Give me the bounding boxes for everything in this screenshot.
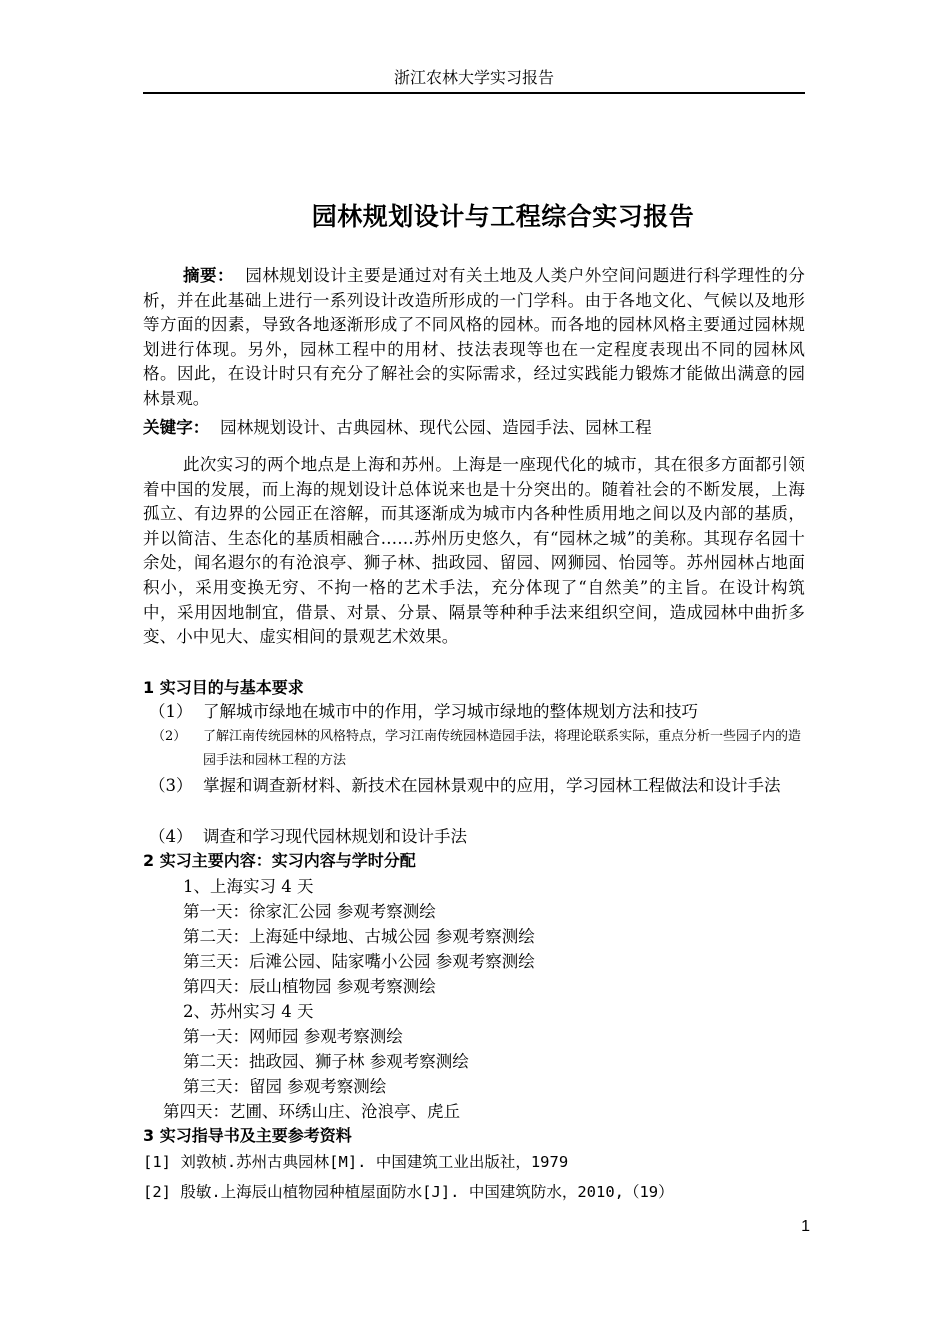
- requirement-item: [143, 725, 805, 773]
- page-header: 浙江农林大学实习报告: [393, 68, 554, 87]
- requirement-number: （2）: [152, 729, 187, 744]
- requirement-item: [143, 825, 805, 850]
- reference-item: [2] 殷敏.上海辰山植物园种植屋面防水[J]. 中国建筑防水，2010,（19）: [143, 1183, 674, 1201]
- keywords-line: [143, 416, 805, 441]
- requirement-number: （3）: [149, 776, 193, 795]
- page-number: 1: [801, 1218, 810, 1235]
- shanghai-heading: 1、上海实习 4 天: [183, 877, 314, 896]
- schedule-day: 第一天：网师园 参观考察测绘: [183, 1027, 403, 1046]
- schedule-day: 第四天：艺圃、环绣山庄、沧浪亭、虎丘: [163, 1102, 460, 1121]
- schedule-day: 第四天：辰山植物园 参观考察测绘: [183, 977, 436, 996]
- keywords-text: 园林规划设计、古典园林、现代公园、造园手法、园林工程: [220, 418, 652, 437]
- keywords-label: 关键字：: [143, 418, 210, 437]
- abstract-text: 园林规划设计主要是通过对有关土地及人类户外空间问题进行科学理性的分析，并在此基础上进行一系列设计改造所形成的一门学科。由于各地文化、气候以及地形等方面的因素，导致各地逐渐形成了不同风格的园林。而各地的园林风格主要通过园林规划进行体现。另外，园林工程中的用材、技法表现等也在一定程度表现出不同的园林风格。因此，在设计时只有充分了解社会的实际需求，经过实践能力锻炼才能做出满意的园林景观。: [143, 266, 805, 408]
- abstract-label: 摘要：: [183, 266, 234, 285]
- section-3-title: 3 实习指导书及主要参考资料: [143, 1126, 352, 1145]
- schedule-day: 第二天：拙政园、狮子林 参观考察测绘: [183, 1052, 469, 1071]
- document-title: 园林规划设计与工程综合实习报告: [311, 202, 695, 231]
- requirement-number: （4）: [149, 827, 193, 846]
- requirement-text: 了解城市绿地在城市中的作用，学习城市绿地的整体规划方法和技巧: [203, 702, 698, 721]
- requirement-item: [143, 774, 805, 799]
- schedule-day: 第三天：后滩公园、陆家嘴小公园 参观考察测绘: [183, 952, 535, 971]
- schedule-day: 第二天：上海延中绿地、古城公园 参观考察测绘: [183, 927, 535, 946]
- section-1-title: 1 实习目的与基本要求: [143, 678, 304, 697]
- header-divider: [143, 92, 805, 94]
- schedule-day: 第三天：留园 参观考察测绘: [183, 1077, 387, 1096]
- section-2-title: 2 实习主要内容：实习内容与学时分配: [143, 851, 416, 870]
- requirement-number: （1）: [149, 702, 193, 721]
- requirement-text: 了解江南传统园林的风格特点，学习江南传统园林造园手法，将理论联系实际，重点分析一些园子内的造园手法和园林工程的方法: [203, 729, 802, 768]
- requirement-item: [143, 700, 805, 725]
- abstract-paragraph: [143, 264, 805, 412]
- requirement-text: 掌握和调查新材料、新技术在园林景观中的应用，学习园林工程做法和设计手法: [203, 776, 781, 795]
- requirement-text: 调查和学习现代园林规划和设计手法: [203, 827, 467, 846]
- intro-paragraph: 此次实习的两个地点是上海和苏州。上海是一座现代化的城市，其在很多方面都引领着中国的发展，而上海的规划设计总体说来也是十分突出的。随着社会的不断发展，上海孤立、有边界的公园正在溶解，而其逐渐成为城市内各种性质用地之间以及内部的基质，并以简洁、生态化的基质相融合……苏州历史悠久，有“园林之城”的美称。其现存名园十余处，闻名遐尔的有沧浪亭、狮子林、拙政园、留园、网狮园、怡园等。苏州园林占地面积小，采用变换无穷、不拘一格的艺术手法，充分体现了“自然美”的主旨。在设计构筑中，采用因地制宜，借景、对景、分景、隔景等种种手法来组织空间，造成园林中曲折多变、小中见大、虚实相间的景观艺术效果。: [143, 455, 805, 647]
- schedule-day: 第一天：徐家汇公园 参观考察测绘: [183, 902, 436, 921]
- suzhou-heading: 2、苏州实习 4 天: [183, 1002, 314, 1021]
- reference-item: [1] 刘敦桢.苏州古典园林[M]. 中国建筑工业出版社，1979: [143, 1153, 569, 1171]
